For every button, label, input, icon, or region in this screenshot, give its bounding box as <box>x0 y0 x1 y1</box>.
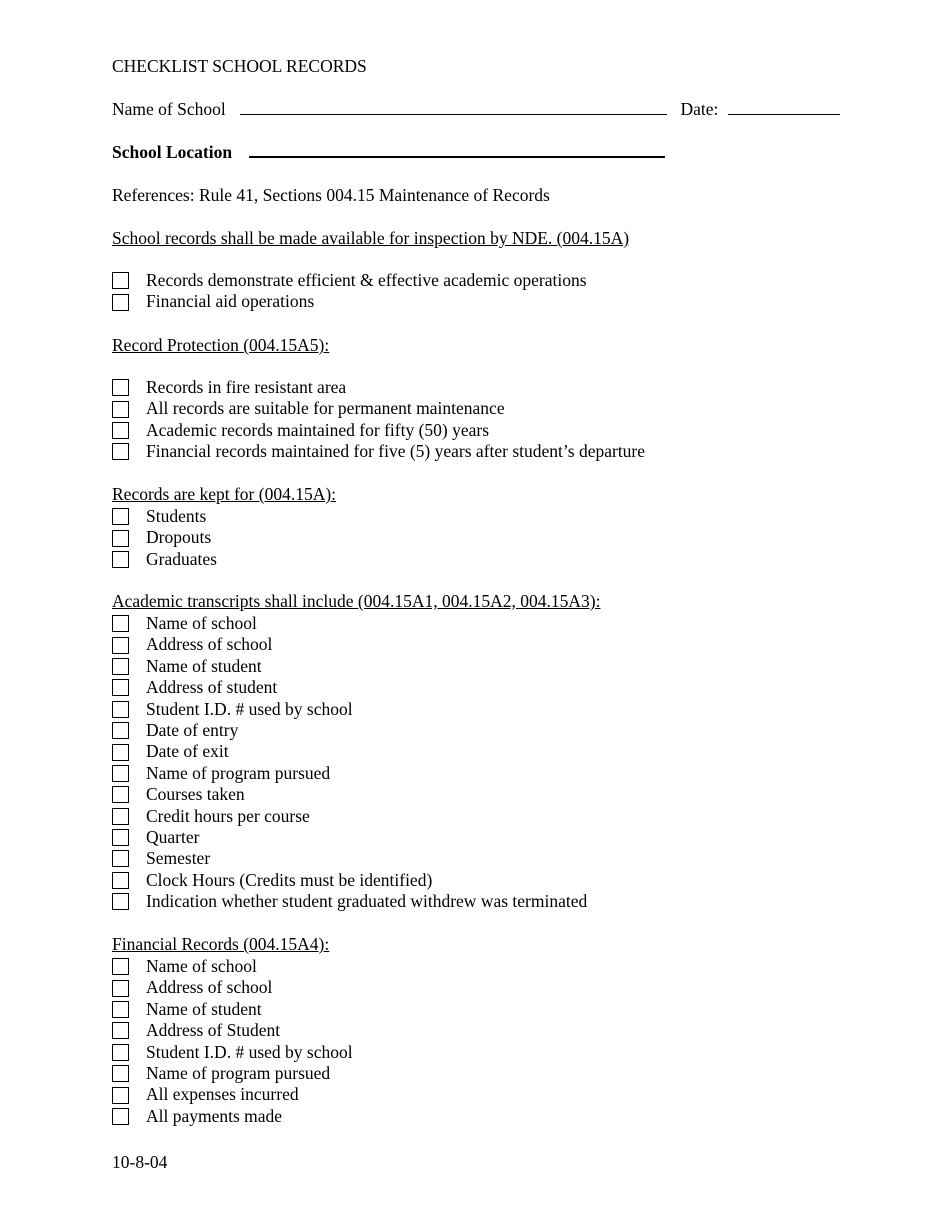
checklist-item-label: Financial aid operations <box>146 291 315 312</box>
name-of-school-label: Name of School <box>112 99 226 119</box>
checkbox[interactable] <box>112 701 129 718</box>
checklist-item <box>112 763 587 784</box>
date-label: Date: <box>680 99 719 119</box>
checkbox[interactable] <box>112 872 129 889</box>
checkbox[interactable] <box>112 637 129 654</box>
checklist-item-label: Records in fire resistant area <box>146 377 347 397</box>
checklist-item <box>112 291 587 312</box>
checkbox[interactable] <box>112 379 129 396</box>
checklist-item-label: Address of student <box>146 677 278 698</box>
checklist-item-label: Students <box>146 506 207 526</box>
checkbox[interactable] <box>112 1022 129 1039</box>
checkbox[interactable] <box>112 615 129 632</box>
page-title: CHECKLIST SCHOOL RECORDS <box>112 56 367 76</box>
checklist-item <box>112 1020 353 1041</box>
checkbox[interactable] <box>112 829 129 846</box>
checklist-item <box>112 956 353 977</box>
checklist-item-label: Semester <box>146 848 211 869</box>
checklist-item <box>112 398 645 419</box>
date-field[interactable] <box>728 113 840 115</box>
checklist-item <box>112 677 587 698</box>
checkbox[interactable] <box>112 530 129 547</box>
checklist-item-label: Name of student <box>146 998 262 1019</box>
checklist-item <box>112 613 587 634</box>
checklist-item <box>112 1063 353 1084</box>
checklist-item-label: Name of program pursued <box>146 1062 331 1083</box>
footer-date: 10-8-04 <box>112 1152 168 1172</box>
checklist-item-label: All payments made <box>146 1105 283 1126</box>
checklist-item <box>112 441 645 462</box>
checklist-item-label: Name of program pursued <box>146 762 331 783</box>
checklist-item <box>112 1084 353 1105</box>
checklist-item <box>112 420 645 441</box>
checklist-item-label: Name of school <box>146 613 257 633</box>
checklist-item-label: Date of exit <box>146 741 229 762</box>
checklist-item <box>112 527 217 548</box>
checklist-item-label: Student I.D. # used by school <box>146 698 353 719</box>
checkbox[interactable] <box>112 443 129 460</box>
checklist-item <box>112 891 587 912</box>
checklist-item-label: All expenses incurred <box>146 1084 299 1105</box>
section-heading-record-protection: Record Protection (004.15A5): <box>112 335 330 355</box>
checkbox[interactable] <box>112 958 129 975</box>
checklist-item <box>112 506 217 527</box>
checklist-item-label: Address of school <box>146 977 273 998</box>
checkbox[interactable] <box>112 508 129 525</box>
inspection-checklist <box>112 270 587 313</box>
checklist-item-label: Name of school <box>146 956 257 976</box>
records-kept-checklist <box>112 506 217 570</box>
checklist-item-label: Graduates <box>146 548 217 569</box>
checkbox[interactable] <box>112 1044 129 1061</box>
checkbox[interactable] <box>112 744 129 761</box>
academic-transcripts-checklist <box>112 613 587 912</box>
school-location-label: School Location <box>112 142 233 162</box>
checklist-item <box>112 720 587 741</box>
checklist-item-label: Student I.D. # used by school <box>146 1041 353 1062</box>
checklist-item <box>112 656 587 677</box>
checklist-item-label: Date of entry <box>146 719 239 740</box>
section-heading-records-kept: Records are kept for (004.15A): <box>112 484 337 504</box>
name-of-school-field[interactable] <box>240 113 667 115</box>
checklist-item <box>112 549 217 570</box>
record-protection-checklist <box>112 377 645 463</box>
checklist-item-label: Records demonstrate efficient & effective academic operations <box>146 270 587 290</box>
checkbox[interactable] <box>112 980 129 997</box>
checkbox[interactable] <box>112 658 129 675</box>
checklist-item <box>112 1042 353 1063</box>
checkbox[interactable] <box>112 850 129 867</box>
financial-records-checklist <box>112 956 353 1127</box>
checkbox[interactable] <box>112 1087 129 1104</box>
name-of-school-row <box>112 99 840 120</box>
references-text: References: Rule 41, Sections 004.15 Maintenance of Records <box>112 185 550 205</box>
checkbox[interactable] <box>112 765 129 782</box>
checklist-item-label: Financial records maintained for five (5) years after student’s departure <box>146 441 646 462</box>
checklist-item-label: Credit hours per course <box>146 805 310 826</box>
checkbox[interactable] <box>112 422 129 439</box>
checklist-item <box>112 741 587 762</box>
checkbox[interactable] <box>112 401 129 418</box>
checklist-item-label: Indication whether student graduated withdrew was terminated <box>146 891 588 912</box>
checkbox[interactable] <box>112 294 129 311</box>
checkbox[interactable] <box>112 893 129 910</box>
checklist-item <box>112 848 587 869</box>
checkbox[interactable] <box>112 722 129 739</box>
checklist-item-label: Name of student <box>146 655 262 676</box>
school-location-row <box>112 142 665 163</box>
checklist-item <box>112 784 587 805</box>
checkbox[interactable] <box>112 786 129 803</box>
checklist-item-label: Address of Student <box>146 1020 281 1041</box>
checklist-item-label: Quarter <box>146 826 200 847</box>
checkbox[interactable] <box>112 1065 129 1082</box>
checklist-item-label: All records are suitable for permanent maintenance <box>146 398 505 419</box>
checkbox[interactable] <box>112 1108 129 1125</box>
checklist-item <box>112 977 353 998</box>
checkbox[interactable] <box>112 1001 129 1018</box>
checklist-item-label: Clock Hours (Credits must be identified) <box>146 869 433 890</box>
checkbox[interactable] <box>112 272 129 289</box>
checklist-item <box>112 634 587 655</box>
checklist-item <box>112 377 645 398</box>
school-location-field[interactable] <box>249 155 665 158</box>
checklist-item <box>112 270 587 291</box>
checkbox[interactable] <box>112 551 129 568</box>
checklist-item <box>112 699 587 720</box>
checklist-item <box>112 827 587 848</box>
checkbox[interactable] <box>112 808 129 825</box>
checklist-item-label: Academic records maintained for fifty (50) years <box>146 419 490 440</box>
checklist-item <box>112 870 587 891</box>
checklist-item <box>112 806 587 827</box>
checklist-item-label: Dropouts <box>146 527 212 548</box>
section-heading-financial-records: Financial Records (004.15A4): <box>112 934 330 954</box>
checklist-item-label: Address of school <box>146 634 273 655</box>
checklist-item <box>112 1106 353 1127</box>
checkbox[interactable] <box>112 679 129 696</box>
section-heading-academic-transcripts: Academic transcripts shall include (004.15A1, 004.15A2, 004.15A3): <box>112 591 601 611</box>
checklist-item-label: Courses taken <box>146 784 245 805</box>
checklist-item <box>112 999 353 1020</box>
section-heading-inspection: School records shall be made available for inspection by NDE. (004.15A) <box>112 228 630 248</box>
